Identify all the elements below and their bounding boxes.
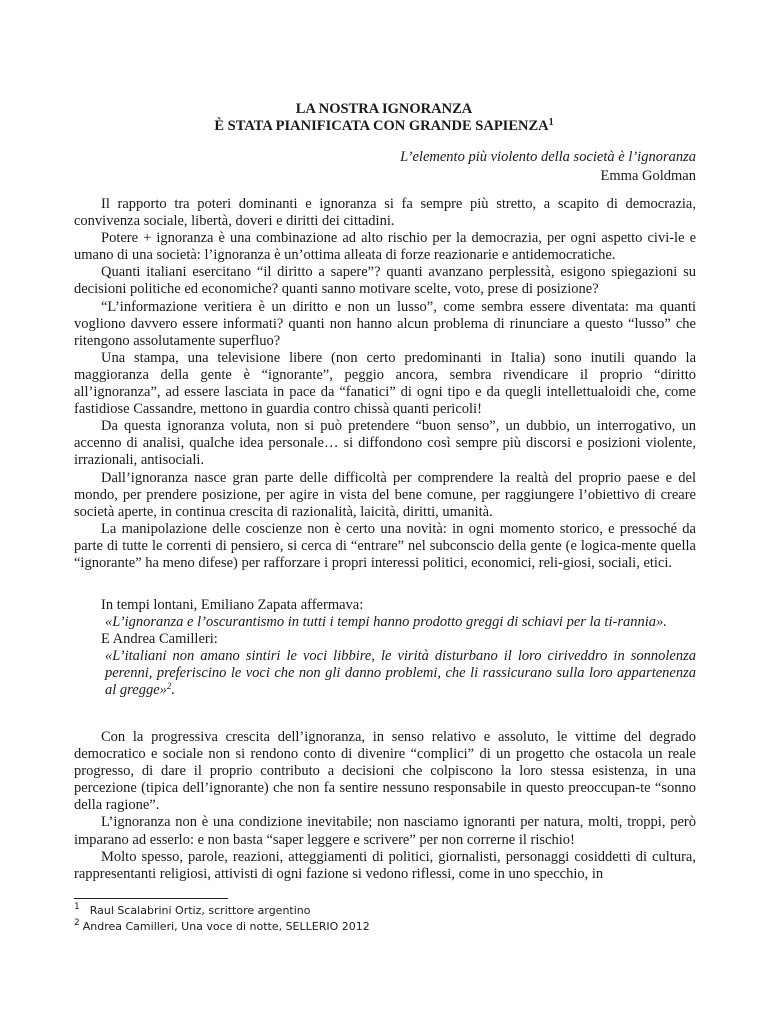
footnote-number: 1 xyxy=(74,902,80,912)
quote-footnote-ref: 2 xyxy=(166,681,172,692)
footnote-divider xyxy=(74,898,228,899)
paragraph: Dall’ignoranza nasce gran parte delle difficoltà per comprendere la realtà del proprio paese e del mondo, per prendere posizione, per agire in vista del bene comune, per raggiungere l’obiettivo di creare società aperte, in continua crescita di razionalità, laicità, diritti, umanità. xyxy=(74,469,696,520)
paragraph: Potere + ignoranza è una combinazione ad alto rischio per la democrazia, per ogni aspetto civi-le e umano di una società: l’ignoranza è un’ottima alleata di forze reazionarie e antidemocratiche. xyxy=(74,230,696,264)
paragraph: La manipolazione delle coscienze non è certo una novità: in ogni momento storico, e pressoché da parte di tutte le correnti di pensiero, si cerca di “entrare” nel subconscio della gente (e logica-mente quella “ignorante” ha meno difese) per rafforzare i propri interessi politici, economici, reli-giosi, sociali, etici. xyxy=(74,520,696,571)
main-text-section-1 xyxy=(74,196,696,572)
quote-zapata: «L’ignoranza e l’oscurantismo in tutti i tempi hanno prodotto greggi di schiavi per la ti-rannia». xyxy=(105,614,667,631)
paragraph: Una stampa, una televisione libere (non certo predominanti in Italia) sono inutili quando la maggioranza della gente è “ignorante”, peggio ancora, sembra rivendicare il proprio “diritto all’ignoranza”, ad essere lasciata in pace da “fanatici” di ogni tipo e da quegli intellettualoidi che, come fastidiose Cassandre, mettono in guardia contro chissà quanti pericoli! xyxy=(74,349,696,418)
paragraph: Con la progressiva crescita dell’ignoranza, in senso relativo e assoluto, le vittime del degrado democratico e sociale non si rendono conto di divenire “complici” di un progetto che ostacola un reale progresso, di dare il proprio contributo a decisioni che colpiscono la loro stessa esistenza, in una percezione (tipica dell’ignorante) che non fa sentire nessuno responsabile in questo preoccupan-te “sonno della ragione”. xyxy=(74,729,696,814)
paragraph: Da questa ignoranza voluta, non si può pretendere “buon senso”, un dubbio, un interrogativo, un accenno di analisi, qualche idea personale… si diffondono così sempre più discorsi e posizioni violente, irrazionali, antisociali. xyxy=(74,418,696,469)
paragraph: Quanti italiani esercitano “il diritto a sapere”? quanti avanzano perplessità, esigono spiegazioni su decisioni politiche ed economiche? quanti sanno motivare scelte, voto, prese di posizione? xyxy=(74,264,696,298)
title-footnote-ref: 1 xyxy=(548,117,554,128)
epigraph xyxy=(400,148,696,186)
quotes-section xyxy=(74,597,696,700)
main-text-section-2 xyxy=(74,729,696,883)
title-line-2: È STATA PIANIFICATA CON GRANDE SAPIENZA$^1$ xyxy=(214,117,554,134)
paragraph: Il rapporto tra poteri dominanti e ignoranza si fa sempre più stretto, a scapito di democrazia, convivenza sociale, libertà, doveri e diritti dei cittadini. xyxy=(74,196,696,230)
quote-camilleri: «L’italiani non amano sintiri le voci libbire, le virità disturbano il loro ciriveddro in sonnolenza perenni, preferiscino le voci che non gli danno problemi, che li rassicurano sulla loro appartenenza al gregge»$^2$. xyxy=(105,648,696,699)
title-line-1: LA NOSTRA IGNORANZA xyxy=(295,101,473,117)
epigraph-author: Emma Goldman xyxy=(600,168,696,184)
paragraph: Molto spesso, parole, reazioni, atteggiamenti di politici, giornalisti, personaggi cosiddetti di cultura, rappresentanti religiosi, attivisti di ogni fazione si vedono riflessi, come in uno specchio, in xyxy=(74,848,696,882)
footnote-number: 2 xyxy=(74,918,80,928)
epigraph-quote: L’elemento più violento della società è l’ignoranza xyxy=(400,149,696,165)
paragraph: L’ignoranza non è una condizione inevitabile; non nasciamo ignoranti per natura, molti, troppi, però imparano ad esserlo: e non basta “saper leggere e scrivere” per non correrne il rischio! xyxy=(74,814,696,848)
footnote-text: Andrea Camilleri, Una voce di notte, SELLERIO 2012 xyxy=(82,920,370,933)
quote-intro-camilleri: E Andrea Camilleri: xyxy=(101,631,218,648)
paragraph: “L’informazione veritiera è un diritto e non un lusso”, come sembra essere diventata: ma quanti vogliono davvero essere informati? quanti non hanno alcun problema di rinunciare a questo “lusso” che ritengono assolutamente superfluo? xyxy=(74,298,696,349)
footnote-text: Raul Scalabrini Ortiz, scrittore argentino xyxy=(89,904,311,917)
footnote-2 xyxy=(74,920,370,934)
quote-intro-zapata: In tempi lontani, Emiliano Zapata affermava: xyxy=(101,597,364,613)
footnote-1 xyxy=(74,904,311,918)
